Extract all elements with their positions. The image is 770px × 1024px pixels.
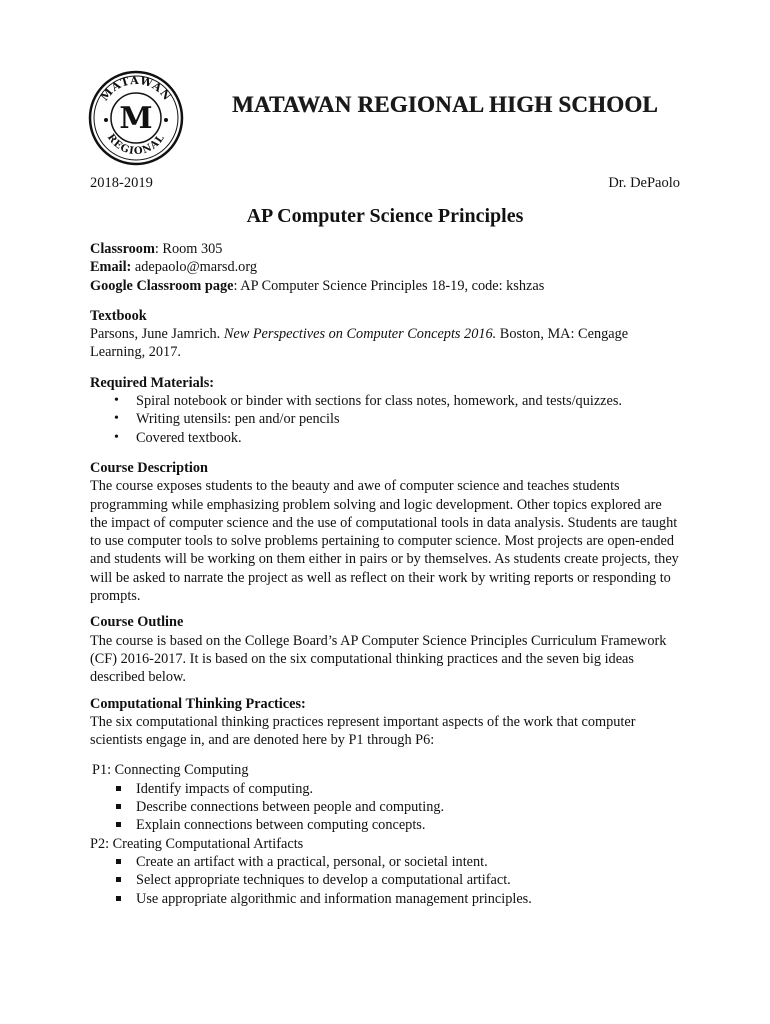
list-item: Identify impacts of computing.	[114, 780, 680, 798]
classroom-line: Classroom: Room 305	[90, 241, 223, 257]
practices-heading: Computational Thinking Practices:	[90, 695, 306, 712]
practices-text: The six computational thinking practices represent important aspects of the work that computer scientists engage in, and are denoted here by P1 through P6:	[90, 713, 636, 749]
list-item: Describe connections between people and computing.	[114, 798, 680, 816]
practice-p1-title: P1: Connecting Computing	[92, 762, 249, 779]
school-name: MATAWAN REGIONAL HIGH SCHOOL	[232, 92, 658, 117]
page-title: AP Computer Science Principles	[246, 205, 524, 227]
logo-initials: M	[119, 101, 153, 136]
practice-p2-list	[90, 853, 680, 908]
email-address: adepaolo@marsd.org	[131, 259, 257, 276]
list-item: • Covered textbook.	[114, 429, 680, 447]
teacher-name: Dr. DePaolo	[608, 175, 680, 191]
list-item: • Writing utensils: pen and/or pencils	[114, 410, 680, 428]
school-seal-logo	[88, 70, 184, 166]
logo-bottom-text: REGIONAL	[104, 132, 168, 158]
list-item: Use appropriate algorithmic and information management principles.	[114, 890, 680, 908]
practice-p1-list	[90, 780, 680, 835]
document-body	[90, 240, 680, 908]
logo-top-text: MATAWAN	[97, 73, 175, 104]
materials-list	[90, 392, 680, 447]
list-item: Explain connections between computing concepts.	[114, 816, 680, 834]
list-item: Select appropriate techniques to develop a computational artifact.	[114, 871, 680, 889]
materials-heading: Required Materials:	[90, 374, 215, 391]
description-heading: Course Description	[90, 459, 208, 476]
description-text: The course exposes students to the beauty and awe of computer science and teaches students programming while emphasizing problem solving and logic development. Other topics explored are the impact of computer science and the use of computational tools in data analysis. Students are taught to use computer tools to solve problems pertaining to computer science. Most projects are open-ended and students will be working on them either in pairs or by themselves. As students create projects, they will be asked to narrate the project as well as reflect on their work by writing reports or responding to prompts.	[90, 478, 679, 605]
list-item: • Spiral notebook or binder with sections for class notes, homework, and tests/quizzes.	[114, 392, 680, 410]
email-line: Email: adepaolo@marsd.org	[90, 259, 257, 276]
textbook-citation: Parsons, June Jamrich. New Perspectives on Computer Concepts 2016. Boston, MA: Cengage Learning, 2017.	[90, 326, 629, 361]
practice-p2-title: P2: Creating Computational Artifacts	[90, 835, 304, 852]
school-year: 2018-2019	[90, 175, 153, 191]
textbook-heading: Textbook	[90, 307, 147, 324]
outline-heading: Course Outline	[90, 614, 184, 631]
google-classroom-line: Google Classroom page: AP Computer Science Principles 18-19, code: kshzas	[90, 277, 545, 294]
list-item: Create an artifact with a practical, personal, or societal intent.	[114, 853, 680, 871]
outline-text: The course is based on the College Board’s AP Computer Science Principles Curriculum Framework (CF) 2016-2017. It is based on the six computational thinking practices and the seven big ideas described below.	[90, 632, 667, 686]
